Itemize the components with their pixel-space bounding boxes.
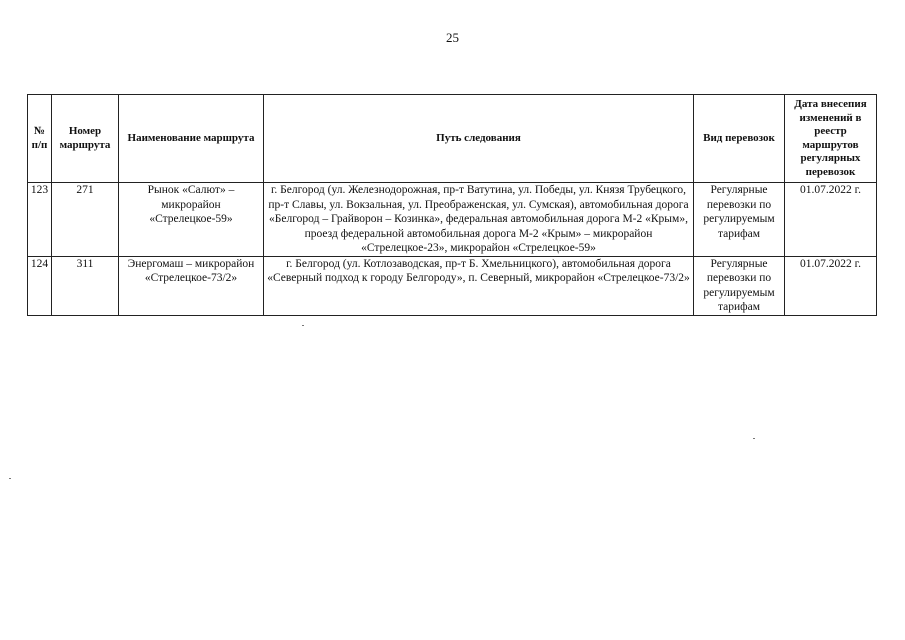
cell-num: 124 (28, 256, 52, 315)
cell-transport-type: Регулярные перевозки по регулируемым тарифам (694, 183, 785, 257)
cell-change-date: 01.07.2022 г. (785, 256, 877, 315)
header-change-date: Дата внесепия изменений в реестр маршрутов регулярных перевозок (785, 95, 877, 183)
cell-route-number: 271 (52, 183, 119, 257)
table-row (28, 183, 877, 257)
header-path: Путь следования (264, 95, 694, 183)
cell-route-name: Рынок «Салют» – микрорайон «Стрелецкое-59» (119, 183, 264, 257)
routes-table (27, 94, 877, 316)
cell-route-number: 311 (52, 256, 119, 315)
cell-transport-type: Регулярные перевозки по регулируемым тарифам (694, 256, 785, 315)
cell-path: г. Белгород (ул. Котлозаводская, пр-т Б. Хмельницкого), автомобильная дорога «Северный подход к городу Белгороду», п. Северный, микрорайон «Стрелецкое-73/2» (264, 256, 694, 315)
header-route-name: Наименование маршрута (119, 95, 264, 183)
cell-path: г. Белгород (ул. Железнодорожная, пр-т Ватутина, ул. Победы, ул. Князя Трубецкого, пр-т Славы, ул. Вокзальная, ул. Преображенская, ул. Сумская), автомобильная дорога «Белгород – Грайворон – Козинка», федеральная автомобильная дорога М-2 «Крым», проезд федеральной автомобильная дорога М-2 «Крым» – микрорайон «Стрелецкое-23», микрорайон «Стрелецкое-59» (264, 183, 694, 257)
header-row (28, 95, 877, 183)
table-row (28, 256, 877, 315)
header-route-number: Номер маршрута (52, 95, 119, 183)
cell-change-date: 01.07.2022 г. (785, 183, 877, 257)
scan-speck (302, 325, 304, 326)
page-number: 25 (446, 30, 459, 45)
scan-speck (753, 438, 755, 439)
header-num: № п/п (28, 95, 52, 183)
scan-speck (9, 478, 11, 479)
cell-num: 123 (28, 183, 52, 257)
header-transport-type: Вид перевозок (694, 95, 785, 183)
cell-route-name: Энергомаш – микрорайон «Стрелецкое-73/2» (119, 256, 264, 315)
